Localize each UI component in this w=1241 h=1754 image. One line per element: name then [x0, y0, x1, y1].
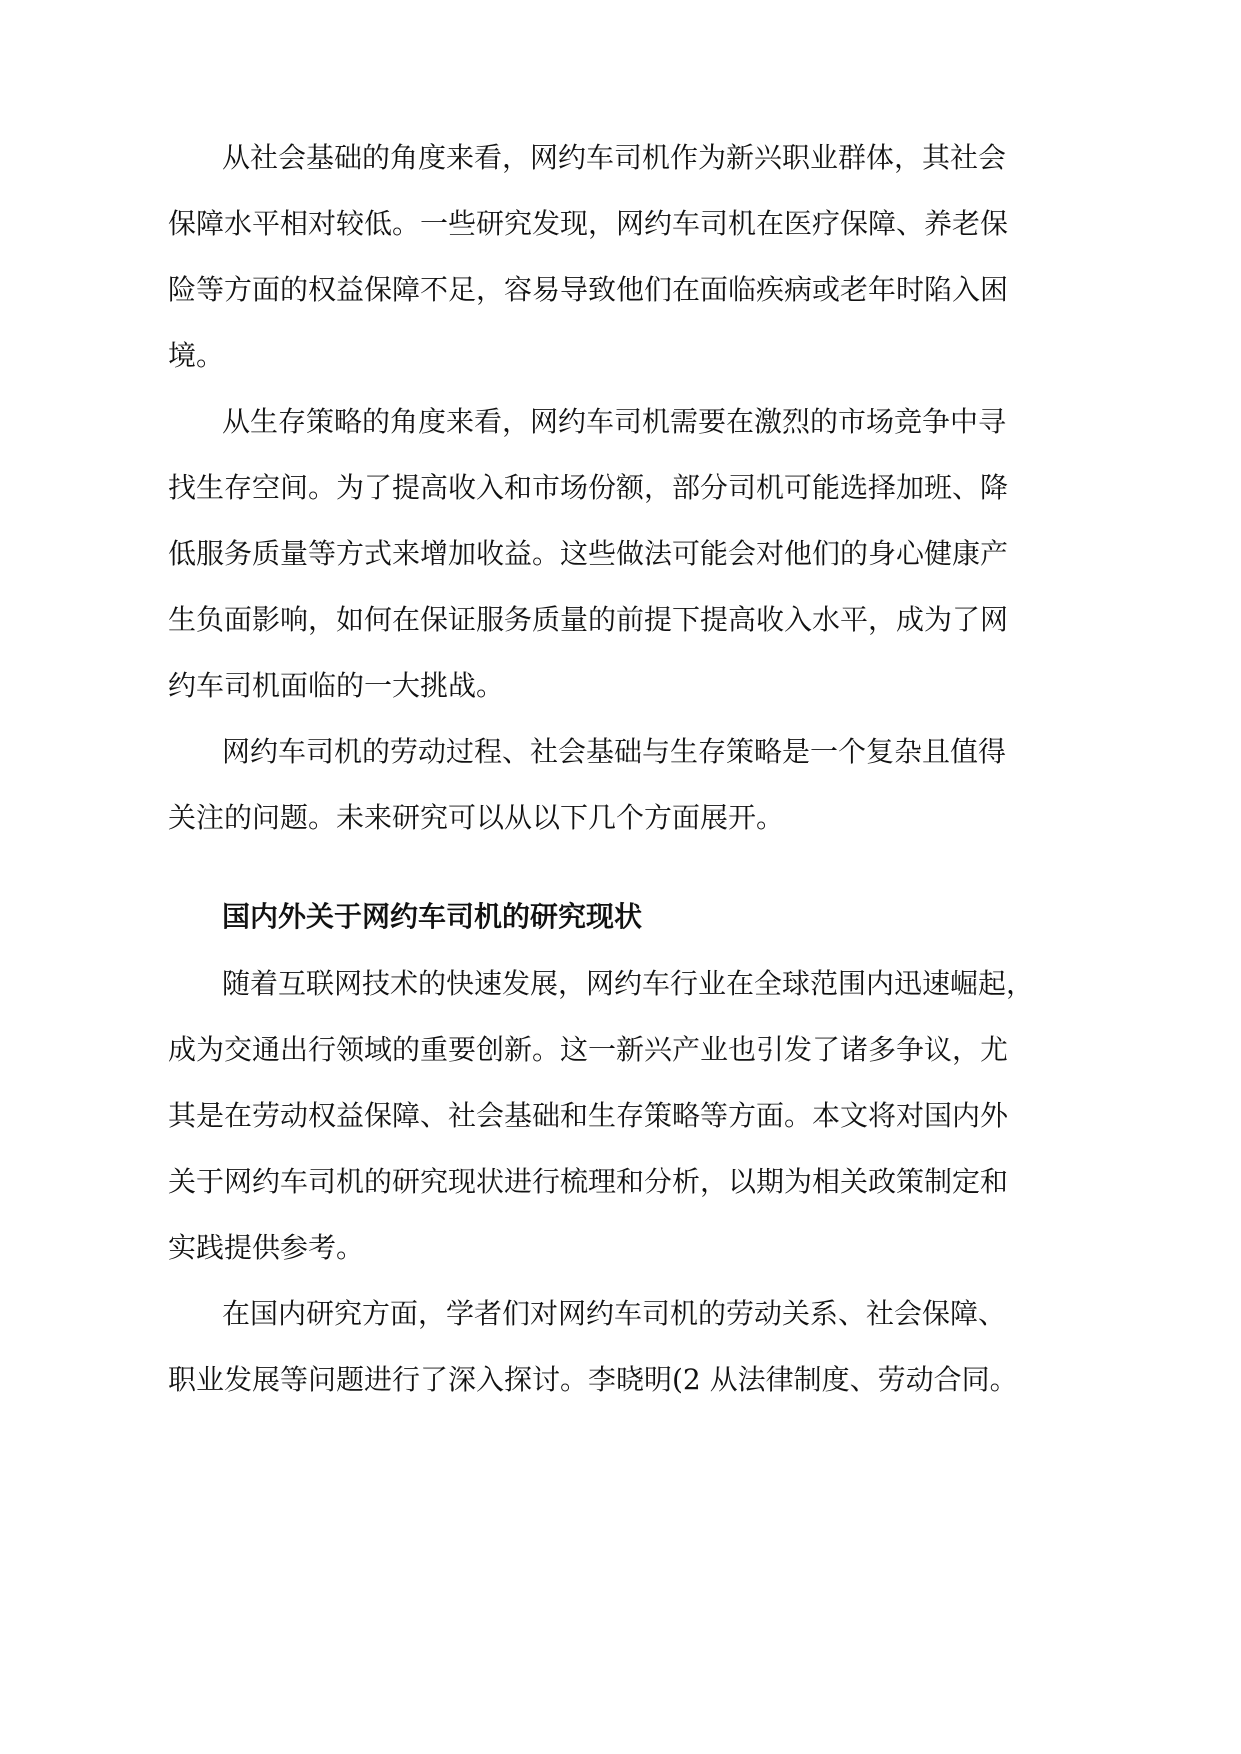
paragraph-4-line-2: 成为交通出行领域的重要创新。这一新兴产业也引发了诸多争议，尤	[168, 1033, 1009, 1066]
paragraph-2-line-2: 找生存空间。为了提高收入和市场份额，部分司机可能选择加班、降	[168, 471, 1009, 504]
paragraph-1-line-1: 从社会基础的角度来看，网约车司机作为新兴职业群体，其社会	[222, 141, 1007, 174]
paragraph-5-line-2: 职业发展等问题进行了深入探讨。李晓明(2 从法律制度、劳动合同。	[168, 1363, 1018, 1396]
paragraph-4-line-4: 关于网约车司机的研究现状进行梳理和分析，以期为相关政策制定和	[168, 1165, 1009, 1198]
paragraph-1-line-2: 保障水平相对较低。一些研究发现，网约车司机在医疗保障、养老保	[168, 207, 1009, 240]
paragraph-1-line-4: 境。	[168, 339, 225, 372]
paragraph-2-line-3: 低服务质量等方式来增加收益。这些做法可能会对他们的身心健康产	[168, 537, 1009, 570]
paragraph-1-line-3: 险等方面的权益保障不足，容易导致他们在面临疾病或老年时陷入困	[168, 273, 1009, 306]
paragraph-2-line-1: 从生存策略的角度来看，网约车司机需要在激烈的市场竞争中寻	[222, 405, 1007, 438]
paragraph-2-line-4: 生负面影响，如何在保证服务质量的前提下提高收入水平，成为了网	[168, 603, 1009, 636]
paragraph-2-line-5: 约车司机面临的一大挑战。	[168, 669, 505, 702]
paragraph-4-line-1: 随着互联网技术的快速发展，网约车行业在全球范围内迅速崛起，	[222, 967, 1035, 1000]
paragraph-3-line-2: 关注的问题。未来研究可以从以下几个方面展开。	[168, 801, 785, 834]
paragraph-4-line-3: 其是在劳动权益保障、社会基础和生存策略等方面。本文将对国内外	[168, 1099, 1009, 1132]
paragraph-4-line-5: 实践提供参考。	[168, 1231, 365, 1264]
paragraph-5-line-1: 在国内研究方面，学者们对网约车司机的劳动关系、社会保障、	[222, 1297, 1007, 1330]
paragraph-3-line-1: 网约车司机的劳动过程、社会基础与生存策略是一个复杂且值得	[222, 735, 1007, 768]
section-heading: 国内外关于网约车司机的研究现状	[222, 900, 643, 933]
